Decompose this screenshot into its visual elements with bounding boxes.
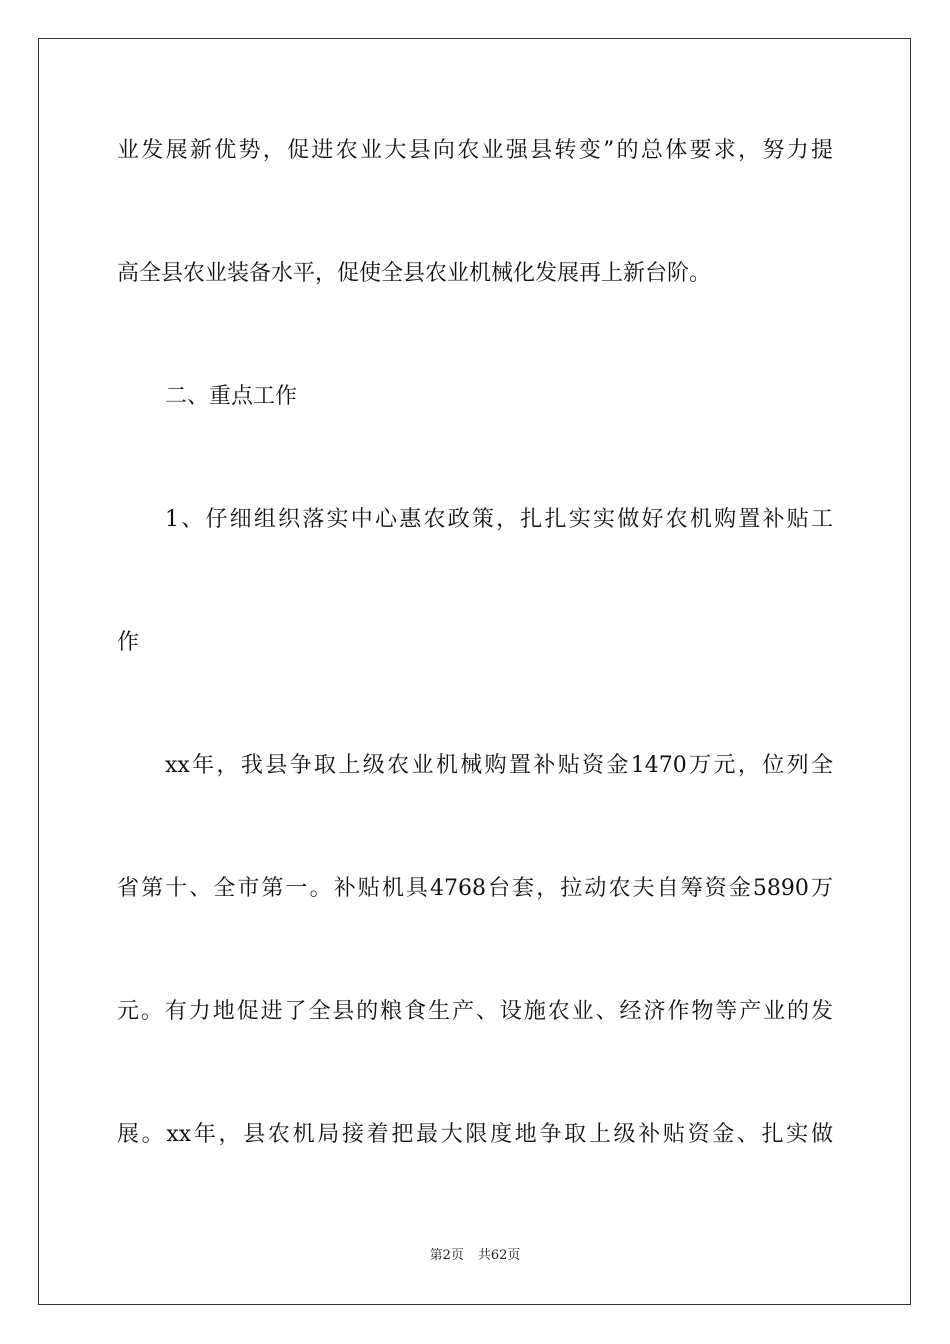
body-line: 省第十、全市第一。补贴机具4768台套，拉动农夫自筹资金5890万 — [117, 876, 833, 901]
subsection-heading-continued: 作 — [117, 630, 140, 655]
body-line: 高全县农业装备水平，促使全县农业机械化发展再上新台阶。 — [117, 261, 712, 286]
page-footer — [0, 1248, 950, 1264]
subsection-heading: 1、仔细组织落实中心惠农政策，扎扎实实做好农机购置补贴工 — [165, 507, 833, 532]
body-line: 展。xx年，县农机局接着把最大限度地争取上级补贴资金、扎实做 — [117, 1122, 833, 1147]
body-line: xx年，我县争取上级农业机械购置补贴资金1470万元，位列全 — [165, 753, 833, 778]
page-total: 共62页 — [477, 1248, 521, 1263]
body-line: 业发展新优势，促进农业大县向农业强县转变”的总体要求，努力提 — [117, 138, 833, 163]
page-number: 第2页 — [429, 1248, 464, 1263]
section-heading: 二、重点工作 — [165, 384, 298, 409]
page-frame — [38, 38, 911, 1305]
body-line: 元。有力地促进了全县的粮食生产、设施农业、经济作物等产业的发 — [117, 999, 833, 1024]
